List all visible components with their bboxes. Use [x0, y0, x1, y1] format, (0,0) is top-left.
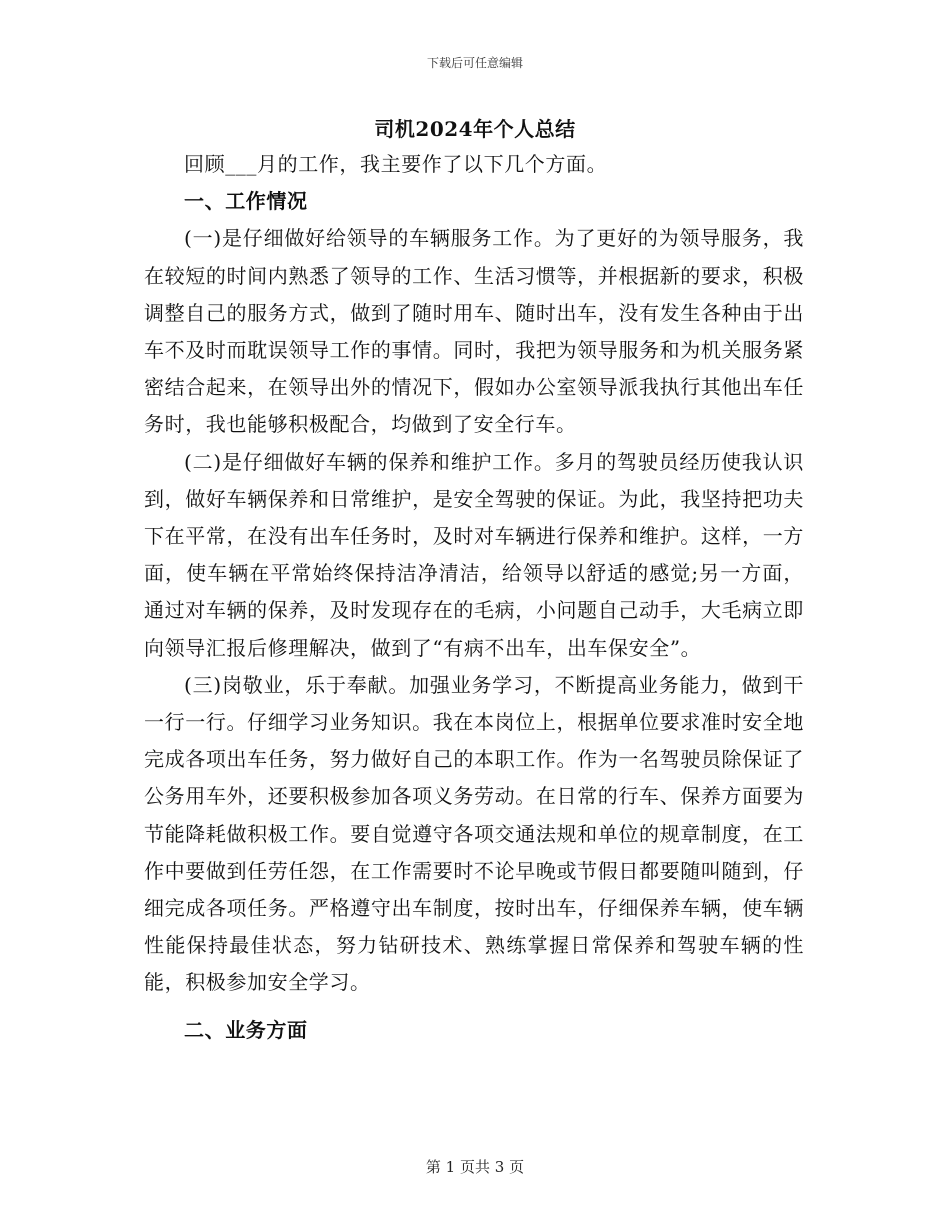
header-note: 下载后可任意编辑: [426, 56, 523, 70]
document-body: [144, 146, 804, 1049]
paragraph-dedication: (三)岗敬业，乐于奉献。加强业务学习，不断提高业务能力，做到干一行一行。仔细学习业务知识。我在本岗位上，根据单位要求准时安全地完成各项出车任务，努力做好自己的本职工作。作为一名驾驶员除保证了公务用车外，还要积极参加各项义务劳动。在日常的行车、保养方面要为节能降耗做积极工作。要自觉遵守各项交通法规和单位的规章制度，在工作中要做到任劳任怨，在工作需要时不论早晚或节假日都要随叫随到，仔细完成各项任务。严格遵守出车制度，按时出车，仔细保养车辆，使车辆性能保持最佳状态，努力钻研技术、熟练掌握日常保养和驾驶车辆的性能，积极参加安全学习。: [144, 672, 804, 995]
paragraph-service: (一)是仔细做好给领导的车辆服务工作。为了更好的为领导服务，我在较短的时间内熟悉了领导的工作、生活习惯等，并根据新的要求，积极调整自己的服务方式，做到了随时用车、随时出车，没有发生各种由于出车不及时而耽误领导工作的事情。同时，我把为领导服务和为机关服务紧密结合起来，在领导出外的情况下，假如办公室领导派我执行其他出车任务时，我也能够积极配合，均做到了安全行车。: [144, 226, 804, 437]
section-heading-work: 一、工作情况: [184, 189, 308, 214]
page-number: 第 1 页共 3 页: [425, 1158, 525, 1176]
intro-paragraph: 回顾___月的工作，我主要作了以下几个方面。: [184, 152, 608, 176]
document-title: 司机2024年个人总结: [374, 117, 576, 141]
paragraph-maintenance: (二)是仔细做好车辆的保养和维护工作。多月的驾驶员经历使我认识到，做好车辆保养和日常维护，是安全驾驶的保证。为此，我坚持把功夫下在平常，在没有出车任务时，及时对车辆进行保养和维护。这样，一方面，使车辆在平常始终保持洁净清洁，给领导以舒适的感觉;另一方面，通过对车辆的保养，及时发现存在的毛病，小问题自己动手，大毛病立即向领导汇报后修理解决，做到了“有病不出车，出车保安全”。: [144, 449, 804, 660]
section-heading-business: 二、业务方面: [184, 1017, 308, 1042]
